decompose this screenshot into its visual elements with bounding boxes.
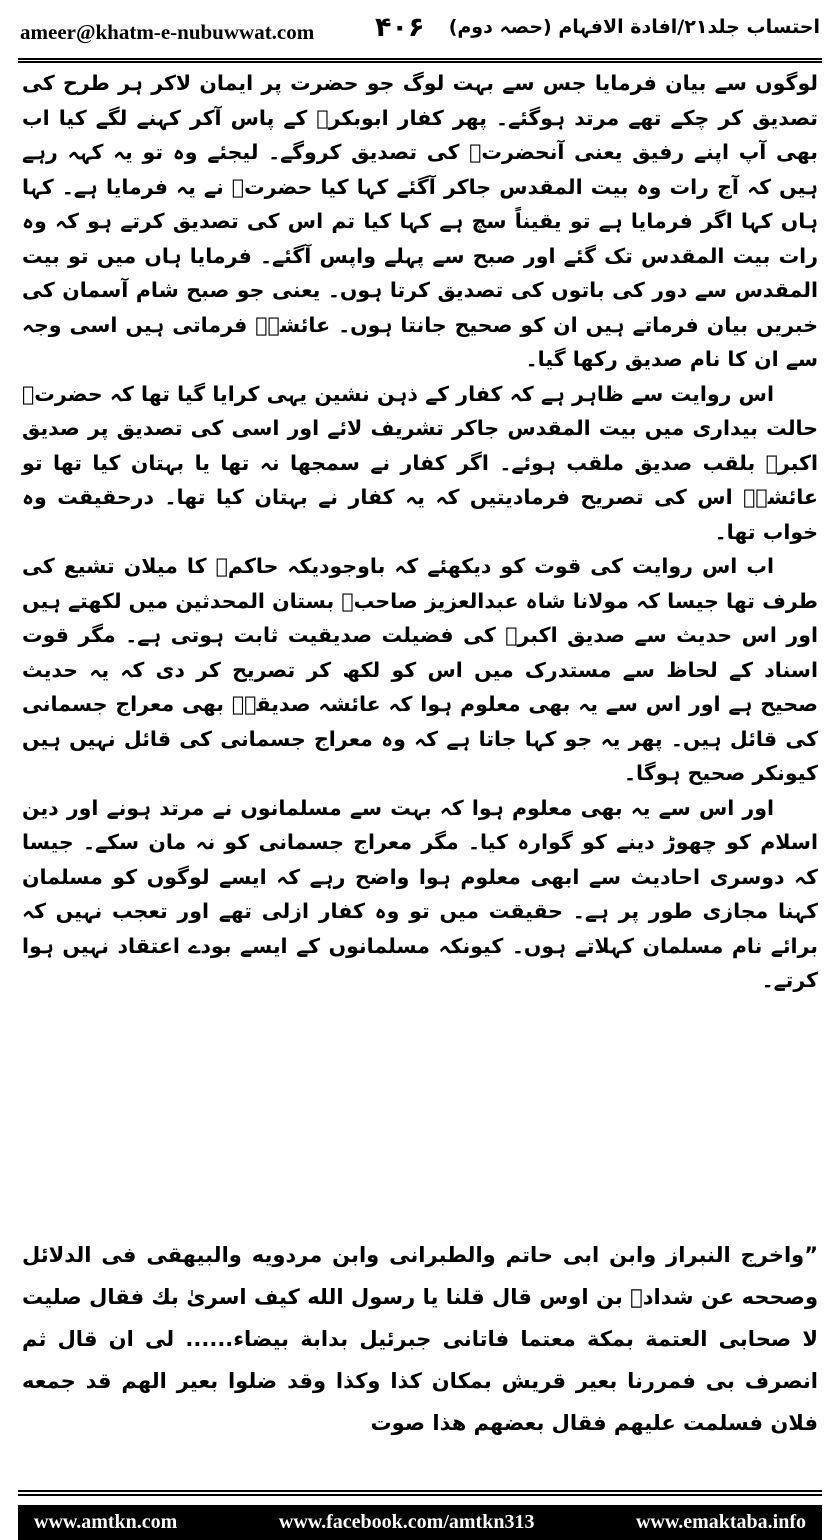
page-number: ۴۰۶: [375, 12, 425, 43]
footer-link-amtkn[interactable]: www.amtkn.com: [34, 1511, 178, 1533]
footer-link-facebook[interactable]: www.facebook.com/amtkn313: [278, 1511, 535, 1533]
header-email[interactable]: ameer@khatm-e-nubuwwat.com: [20, 20, 315, 44]
page-header: [20, 10, 820, 56]
header-divider: [18, 58, 822, 63]
arabic-quotation: ”واخرج النبراز وابن ابی حاتم والطبرانی وابن مردویه والبیهقی فی الدلائل وصححه عن شدادؓ بن اوس قال قلنا یا رسول الله کیف اسریٰ بك فقال صلیت لا صحابی العتمة بمکة معتما فاتانی جبرئیل بدابة بیضاء...... لی ان قال ثم انصرف بی فمررنا بعیر قریش بمکان کذا وکذا وقد ضلوا بعیر الهم قد جمعه فلان فسلمت علیهم فقال بعضهم هذا صوت: [22, 1243, 818, 1435]
footer-divider: [18, 1490, 822, 1496]
footer-link-emaktaba[interactable]: www.emaktaba.info: [635, 1511, 806, 1533]
urdu-body: [22, 66, 818, 998]
paragraph-3: اب اس روایت کی قوت کو دیکھئے کہ باوجودیکہ حاکمؒ کا میلان تشیع کی طرف تھا جیسا کہ مولانا شاہ عبدالعزیز صاحبؒ بستان المحدثین میں لکھتے ہیں اور اس حدیث سے صدیق اکبرؓ کی فضیلت صدیقیت ثابت ہوتی ہے۔ مگر قوت اسناد کے لحاظ سے مستدرک میں اس کو لکھ کر تصریح کر دی کہ یہ حدیث صحیح ہے اور اس سے یہ بھی معلوم ہوا کہ عائشہ صدیقہؓ بھی معراج جسمانی کی قائل ہیں۔ پھر یہ جو کہا جاتا ہے کہ وہ معراج جسمانی کی قائل نہیں ہیں کیونکر صحیح ہوگا۔: [22, 554, 818, 785]
paragraph-2: اس روایت سے ظاہر ہے کہ کفار کے ذہن نشین یہی کرایا گیا تھا کہ حضرتﷺ حالت بیداری میں بیت المقدس جاکر تشریف لائے اور اسی کی تصدیق پر صدیق اکبرؓ بلقب صدیق ملقب ہوئے۔ اگر کفار نے سمجھا نہ تھا یا بہتان کیا تھا تو عائشہؓ اس کی تصریح فرمادیتیں کہ یہ کفار نے بہتان کیا تھا۔ درحقیقت وہ خواب تھا۔: [22, 381, 818, 544]
footer-bar: [18, 1505, 822, 1540]
paragraph-4: اور اس سے یہ بھی معلوم ہوا کہ بہت سے مسلمانوں نے مرتد ہونے اور دین اسلام کو چھوڑ دینے کو گوارہ کیا۔ مگر معراج جسمانی کو نہ مان سکے۔ جیسا کہ دوسری احادیث سے ابھی معلوم ہوا واضح رہے کہ ایسے لوگوں کو مسلمان کہنا مجازی طور پر ہے۔ حقیقت میں تو وہ کفار ازلی تھے اور تعجب نہیں کہ برائے نام مسلمان کہلاتے ہوں۔ کیونکہ مسلمانوں کے ایسے بودے اعتقاد نہیں ہوا کرتے۔: [22, 795, 818, 992]
book-title: احتساب جلد۲۱/افادة الافہام (حصہ دوم): [448, 16, 820, 38]
paragraph-1: لوگوں سے بیان فرمایا جس سے بہت لوگ جو حضرت پر ایمان لاکر ہر طرح کی تصدیق کر چکے تھے مرتد ہوگئے۔ پھر کفار ابوبکرؓ کے پاس آکر کہنے لگے کیا اب بھی آپ اپنے رفیق یعنی آنحضرتﷺ کی تصدیق کروگے۔ لیجئے وہ تو یہ کہہ رہے ہیں کہ آج رات وہ بیت المقدس جاکر آگئے کہا کیا حضرتﷺ نے یہ فرمایا ہے۔ کہا ہاں کہا اگر فرمایا ہے تو یقیناً سچ ہے کہا کیا تم اس کی تصدیق کرتے ہو کہ وہ رات بیت المقدس تک گئے اور صبح سے پہلے واپس آگئے۔ فرمایا ہاں میں تو بیت المقدس سے دور کی باتوں کی تصدیق کرتا ہوں۔ یعنی جو صبح شام آسمان کی خبریں بیان فرماتے ہیں ان کو صحیح جانتا ہوں۔ عائشہؓ فرماتی ہیں اسی وجہ سے ان کا نام صدیق رکھا گیا۔: [22, 71, 818, 371]
